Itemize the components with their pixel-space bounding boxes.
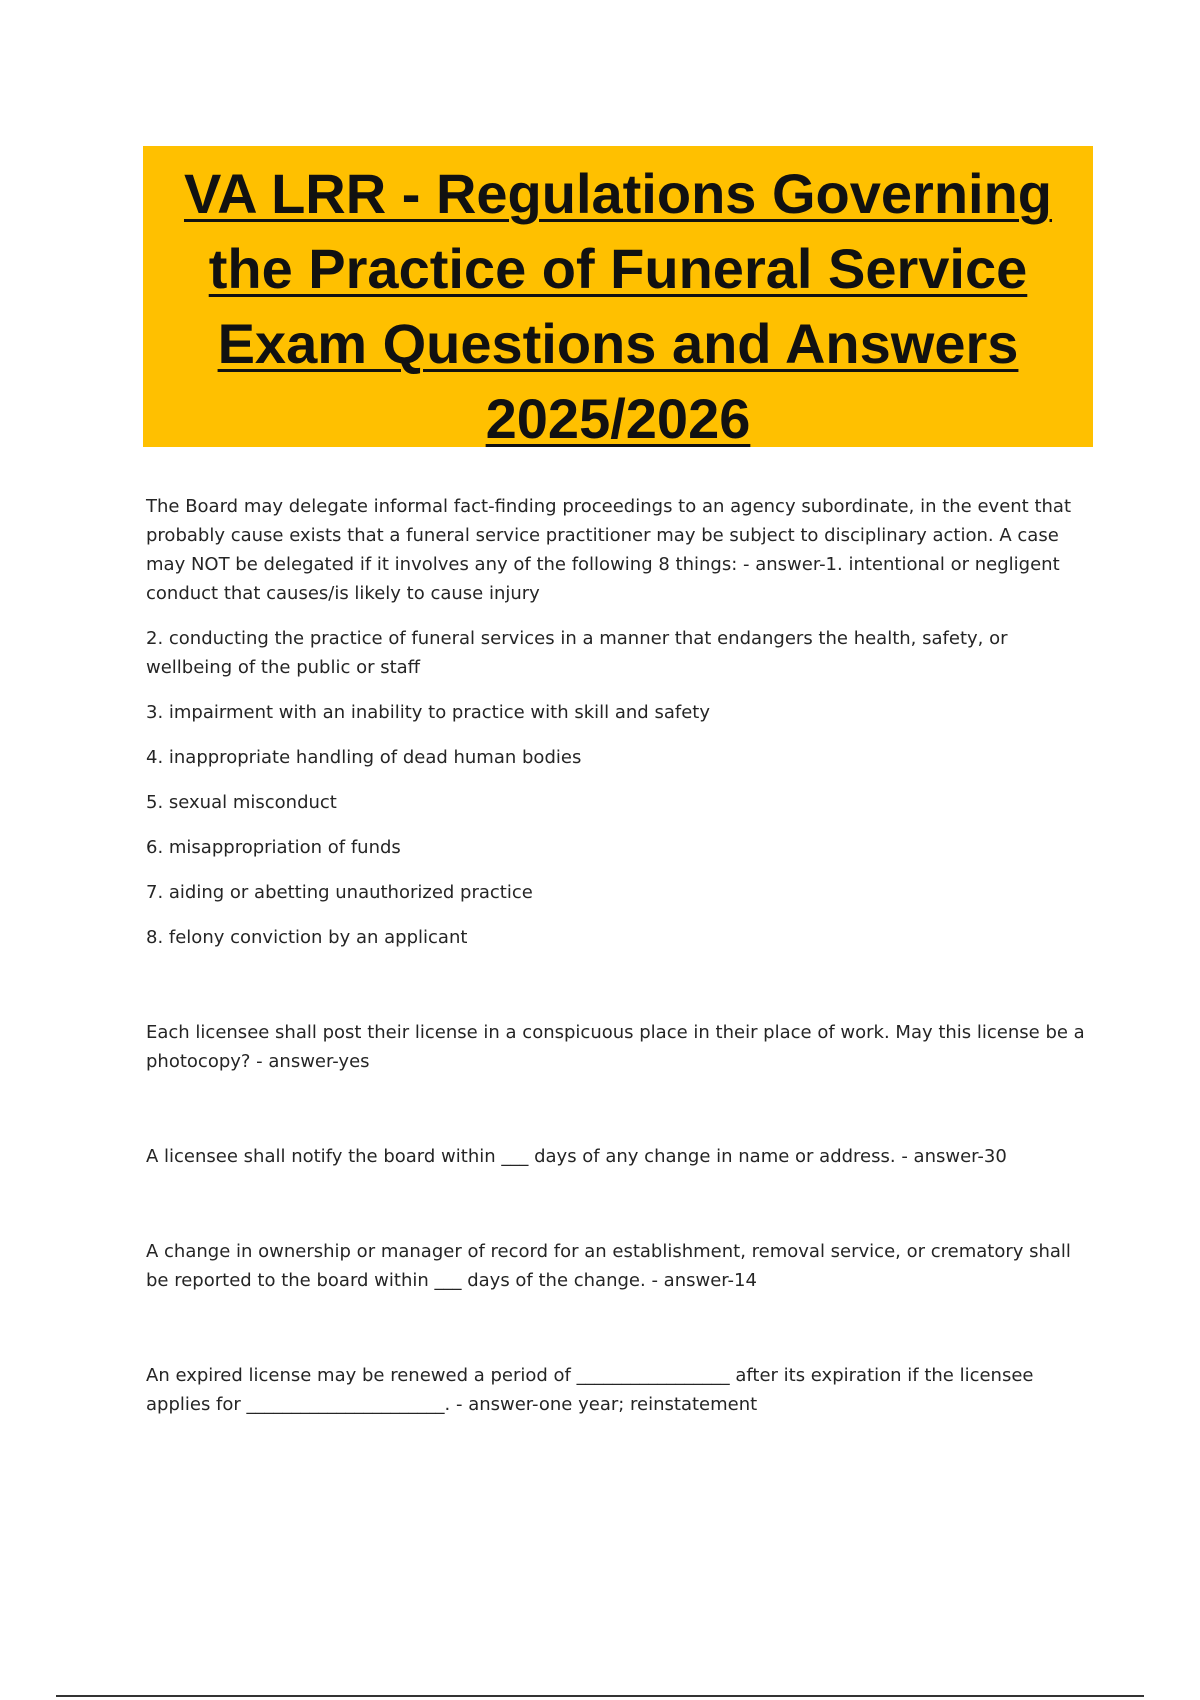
spacer	[146, 1187, 1092, 1237]
answer-item-4: 4. inappropriate handling of dead human bodies	[146, 747, 582, 768]
answer-item-2: 2. conducting the practice of funeral services in a manner that endangers the health, safety, or wellbeing of the public or staff	[146, 628, 1008, 678]
title-line-4: 2025/2026	[485, 387, 751, 450]
spacer	[146, 1311, 1092, 1361]
title-banner	[143, 146, 1093, 450]
question-5: An expired license may be renewed a period of _________________ after its expiration if the licensee applies for ______________________. - answer-one year; reinstatement	[146, 1365, 1034, 1415]
title-line-2: the Practice of Funeral Service	[208, 237, 1028, 300]
answer-item-5: 5. sexual misconduct	[146, 792, 337, 813]
footer-divider	[56, 1695, 1144, 1697]
question-3: A licensee shall notify the board within ___ days of any change in name or address. - answer-30	[146, 1146, 1007, 1167]
question-1: The Board may delegate informal fact-finding proceedings to an agency subordinate, in the event that probably cause exists that a funeral service practitioner may be subject to disciplinary action. A case may NOT be delegated if it involves any of the following 8 things: - answer-1. intentional or negligent conduct that causes/is likely to cause injury	[146, 496, 1072, 604]
spacer	[146, 968, 1092, 1018]
answer-item-3: 3. impairment with an inability to practice with skill and safety	[146, 702, 710, 723]
answer-item-6: 6. misappropriation of funds	[146, 837, 401, 858]
answer-item-8: 8. felony conviction by an applicant	[146, 927, 468, 948]
spacer	[146, 1092, 1092, 1142]
title-line-3: Exam Questions and Answers	[217, 312, 1019, 375]
answer-item-7: 7. aiding or abetting unauthorized practice	[146, 882, 533, 903]
title-line-1: VA LRR - Regulations Governing	[183, 162, 1053, 225]
question-4: A change in ownership or manager of record for an establishment, removal service, or crematory shall be reported to the board within ___ days of the change. - answer-14	[146, 1241, 1071, 1291]
document-body	[146, 492, 1092, 1435]
question-2: Each licensee shall post their license in a conspicuous place in their place of work. May this license be a photocopy? - answer-yes	[146, 1022, 1085, 1072]
